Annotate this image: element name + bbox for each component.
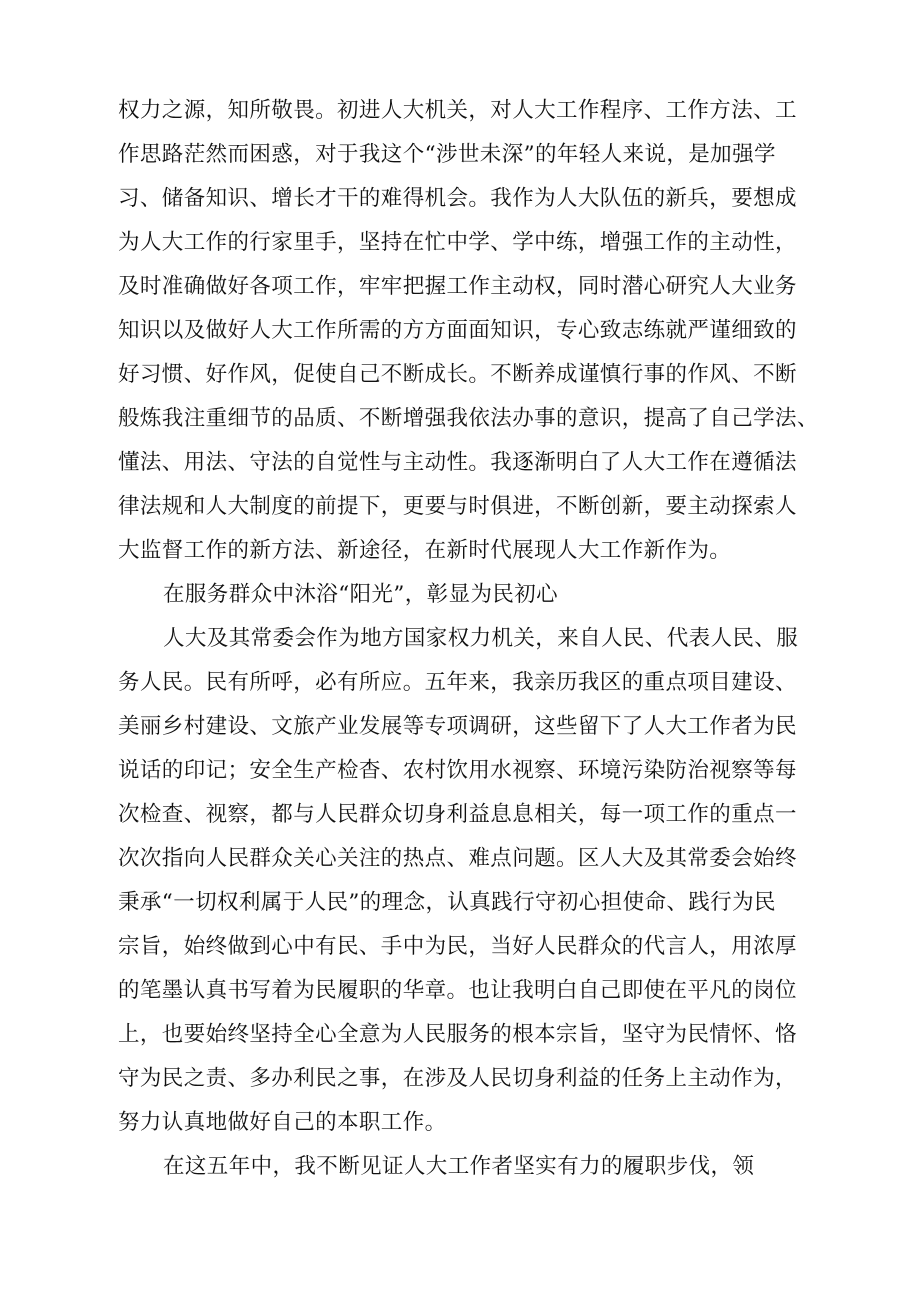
text-line: 上，也要始终坚持全心全意为人民服务的根本宗旨，坚守为民情怀、恪 bbox=[118, 1022, 797, 1047]
text-line: 宗旨，始终做到心中有民、手中为民，当好人民群众的代言人，用浓厚 bbox=[118, 934, 797, 959]
section-heading: 在服务群众中沐浴“阳光”，彰显为民初心 bbox=[163, 582, 559, 607]
text-line: 为人大工作的行家里手，坚持在忙中学、学中练，增强工作的主动性， bbox=[118, 230, 797, 255]
text-line: 般炼我注重细节的品质、不断增强我依法办事的意识，提高了自己学法、 bbox=[118, 406, 819, 431]
text-line: 美丽乡村建设、文旅产业发展等专项调研，这些留下了人大工作者为民 bbox=[118, 714, 797, 739]
text-line: 懂法、用法、守法的自觉性与主动性。我逐渐明白了人大工作在遵循法 bbox=[118, 450, 797, 475]
text-line: 好习惯、好作风，促使自己不断成长。不断养成谨慎行事的作风、不断 bbox=[118, 362, 797, 387]
text-line: 说话的印记；安全生产检杳、农村饮用水视察、环境污染防治视察等每 bbox=[118, 758, 797, 783]
text-line: 务人民。民有所呼，必有所应。五年来，我亲历我区的重点项目建设、 bbox=[118, 670, 797, 695]
text-line: 大监督工作的新方法、新途径，在新时代展现人大工作新作为。 bbox=[118, 538, 732, 563]
text-line: 习、储备知识、增长才干的难得机会。我作为人大队伍的新兵，要想成 bbox=[118, 186, 797, 211]
text-line: 人大及其常委会作为地方国家权力机关，来自人民、代表人民、服 bbox=[163, 626, 799, 651]
text-line: 次检查、视察，都与人民群众切身利益息息相关，每一项工作的重点一 bbox=[118, 802, 797, 827]
text-line: 知识以及做好人大工作所需的方方面面知识，专心致志练就严谨细致的 bbox=[118, 318, 797, 343]
text-line: 秉承“一切权利属于人民”的理念，认真践行守初心担使命、践行为民 bbox=[118, 890, 776, 915]
text-line: 及时准确做好各项工作，牢牢把握工作主动权，同时潜心研究人大业务 bbox=[118, 274, 797, 299]
text-line: 权力之源，知所敬畏。初进人大机关，对人大工作程序、工作方法、工 bbox=[118, 98, 797, 123]
text-line: 努力认真地做好自己的本职工作。 bbox=[118, 1110, 447, 1135]
text-line: 次次指向人民群众关心关注的热点、难点问题。区人大及其常委会始终 bbox=[118, 846, 797, 871]
text-line: 的笔墨认真书写着为民履职的华章。也让我明白自己即使在平凡的岗位 bbox=[118, 978, 797, 1003]
text-line: 守为民之责、多办利民之事，在涉及人民切身利益的任务上主动作为， bbox=[118, 1066, 797, 1091]
text-line: 在这五年中，我不断见证人大工作者坚实有力的履职步伐，领 bbox=[163, 1154, 755, 1179]
text-line: 律法规和人大制度的前提下，更要与时俱进，不断创新，要主动探索人 bbox=[118, 494, 797, 519]
text-line: 作思路茫然而困惑，对于我这个“涉世未深”的年轻人来说，是加强学 bbox=[118, 142, 776, 167]
